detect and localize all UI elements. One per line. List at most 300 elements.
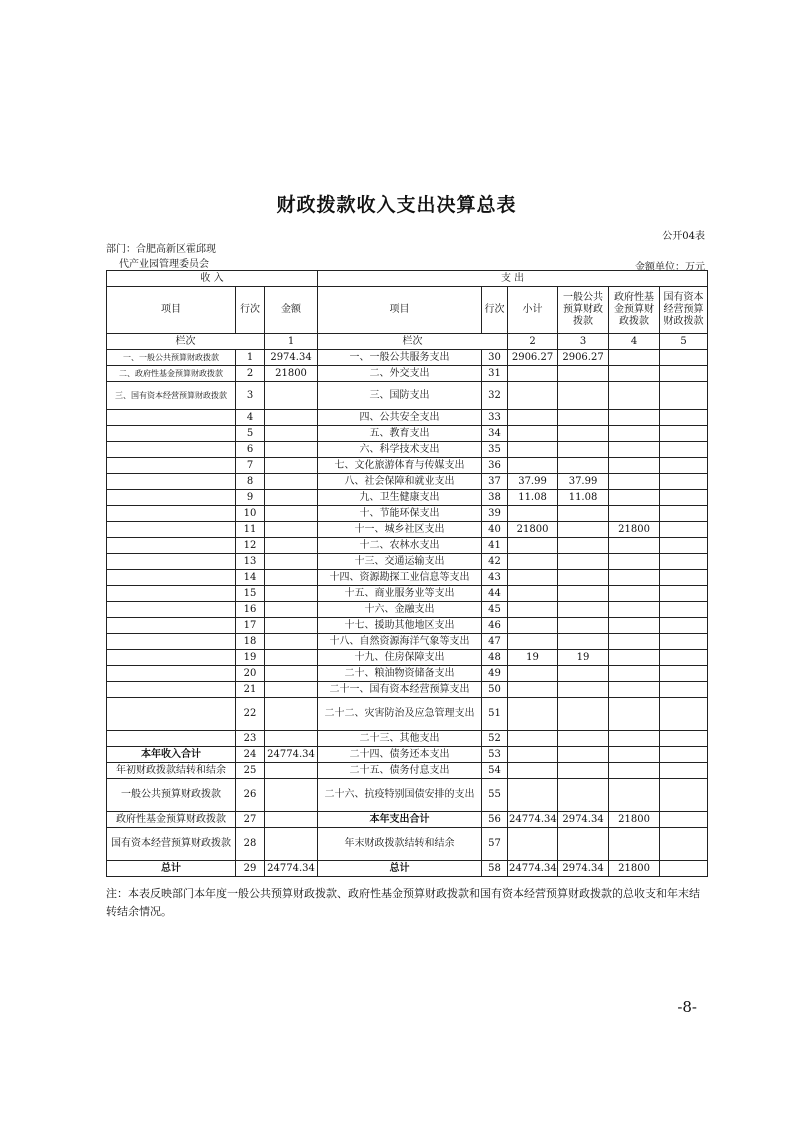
income-amount <box>265 426 318 442</box>
income-amount <box>265 458 318 474</box>
subtotal-value <box>508 698 558 731</box>
income-amount <box>265 410 318 426</box>
right-item: 十、节能环保支出 <box>318 506 482 522</box>
income-amount <box>265 634 318 650</box>
table-row <box>107 698 708 731</box>
left-line-no: 23 <box>236 731 265 747</box>
general-budget-value <box>558 682 609 698</box>
left-item <box>107 570 236 586</box>
state-capital-value <box>660 490 708 506</box>
right-line-no: 35 <box>482 442 508 458</box>
state-capital-value <box>660 861 708 877</box>
table-row <box>107 666 708 682</box>
subtotal-value <box>508 554 558 570</box>
general-budget-value <box>558 442 609 458</box>
subtotal-value: 11.08 <box>508 490 558 506</box>
left-item <box>107 522 236 538</box>
right-line-no: 36 <box>482 458 508 474</box>
fund-budget-value <box>609 366 660 382</box>
state-capital-value <box>660 382 708 410</box>
left-item <box>107 602 236 618</box>
left-item <box>107 731 236 747</box>
table-row <box>107 682 708 698</box>
general-budget-value <box>558 731 609 747</box>
fund-budget-value <box>609 506 660 522</box>
income-section-header: 收 入 <box>107 271 318 287</box>
right-line-no: 38 <box>482 490 508 506</box>
left-line-no: 20 <box>236 666 265 682</box>
left-line-no: 8 <box>236 474 265 490</box>
table-row <box>107 522 708 538</box>
department-label <box>106 242 216 272</box>
general-budget-value <box>558 698 609 731</box>
income-amount: 21800 <box>265 366 318 382</box>
subtotal-value <box>508 682 558 698</box>
subtotal-value <box>508 828 558 861</box>
table-row <box>107 812 708 828</box>
subtotal-value <box>508 779 558 812</box>
col-header-fund-budget: 政府性基金预算财政拨款 <box>609 287 660 334</box>
left-item <box>107 458 236 474</box>
state-capital-value <box>660 650 708 666</box>
col-header-line-no-2: 行次 <box>482 287 508 334</box>
right-line-no: 52 <box>482 731 508 747</box>
subtotal-value: 21800 <box>508 522 558 538</box>
subtotal-value <box>508 506 558 522</box>
general-budget-value <box>558 602 609 618</box>
department-line-1: 部门：合肥高新区霍邱现 <box>106 244 216 255</box>
left-item <box>107 666 236 682</box>
table-row <box>107 731 708 747</box>
table-row <box>107 650 708 666</box>
subtotal-value <box>508 458 558 474</box>
fund-budget-value <box>609 618 660 634</box>
general-budget-value: 2974.34 <box>558 861 609 877</box>
left-item <box>107 698 236 731</box>
column-index-4: 4 <box>609 334 660 350</box>
state-capital-value <box>660 682 708 698</box>
left-line-no: 22 <box>236 698 265 731</box>
state-capital-value <box>660 666 708 682</box>
income-amount <box>265 828 318 861</box>
general-budget-value <box>558 522 609 538</box>
left-line-no: 29 <box>236 861 265 877</box>
state-capital-value <box>660 586 708 602</box>
right-line-no: 39 <box>482 506 508 522</box>
table-row <box>107 618 708 634</box>
right-line-no: 47 <box>482 634 508 650</box>
table-row <box>107 506 708 522</box>
general-budget-value: 19 <box>558 650 609 666</box>
subtotal-value <box>508 747 558 763</box>
subtotal-value: 24774.34 <box>508 812 558 828</box>
subtotal-value <box>508 366 558 382</box>
general-budget-value <box>558 366 609 382</box>
income-amount <box>265 731 318 747</box>
column-index-label-2: 栏次 <box>318 334 508 350</box>
right-item: 二十六、抗疫特别国债安排的支出 <box>318 779 482 812</box>
table-row <box>107 410 708 426</box>
left-item: 一般公共预算财政拨款 <box>107 779 236 812</box>
fund-budget-value <box>609 570 660 586</box>
right-item: 十三、交通运输支出 <box>318 554 482 570</box>
left-line-no: 13 <box>236 554 265 570</box>
right-item: 二十、粮油物资储备支出 <box>318 666 482 682</box>
income-amount <box>265 586 318 602</box>
right-item: 三、国防支出 <box>318 382 482 410</box>
left-line-no: 27 <box>236 812 265 828</box>
general-budget-value <box>558 506 609 522</box>
right-line-no: 42 <box>482 554 508 570</box>
table-row <box>107 490 708 506</box>
fund-budget-value <box>609 666 660 682</box>
right-item: 四、公共安全支出 <box>318 410 482 426</box>
right-line-no: 54 <box>482 763 508 779</box>
left-line-no: 18 <box>236 634 265 650</box>
right-line-no: 48 <box>482 650 508 666</box>
right-item: 二十三、其他支出 <box>318 731 482 747</box>
state-capital-value <box>660 634 708 650</box>
left-line-no: 14 <box>236 570 265 586</box>
general-budget-value: 2974.34 <box>558 812 609 828</box>
fund-budget-value <box>609 828 660 861</box>
right-line-no: 49 <box>482 666 508 682</box>
fund-budget-value <box>609 602 660 618</box>
right-line-no: 43 <box>482 570 508 586</box>
state-capital-value <box>660 763 708 779</box>
left-line-no: 16 <box>236 602 265 618</box>
right-item: 十二、农林水支出 <box>318 538 482 554</box>
footnote: 注：本表反映部门本年度一般公共预算财政拨款、政府性基金预算财政拨款和国有资本经营预算财政拨款的总收支和年末结转结余情况。 <box>106 887 700 918</box>
left-line-no: 28 <box>236 828 265 861</box>
left-line-no: 21 <box>236 682 265 698</box>
fund-budget-value <box>609 426 660 442</box>
left-item <box>107 618 236 634</box>
col-header-general-budget: 一般公共预算财政拨款 <box>558 287 609 334</box>
general-budget-value <box>558 410 609 426</box>
form-number: 公开04表 <box>662 231 705 242</box>
table-row <box>107 570 708 586</box>
subtotal-value <box>508 382 558 410</box>
state-capital-value <box>660 506 708 522</box>
right-line-no: 32 <box>482 382 508 410</box>
income-amount <box>265 650 318 666</box>
right-item: 一、一般公共服务支出 <box>318 350 482 366</box>
state-capital-value <box>660 602 708 618</box>
right-item: 年末财政拨款结转和结余 <box>318 828 482 861</box>
fund-budget-value: 21800 <box>609 861 660 877</box>
income-amount <box>265 506 318 522</box>
left-line-no: 6 <box>236 442 265 458</box>
right-line-no: 55 <box>482 779 508 812</box>
right-line-no: 46 <box>482 618 508 634</box>
column-index-3: 3 <box>558 334 609 350</box>
fund-budget-value <box>609 458 660 474</box>
right-item: 七、文化旅游体育与传媒支出 <box>318 458 482 474</box>
right-item: 二、外交支出 <box>318 366 482 382</box>
subtotal-value <box>508 763 558 779</box>
left-item <box>107 490 236 506</box>
left-item <box>107 442 236 458</box>
fund-budget-value <box>609 442 660 458</box>
left-item <box>107 682 236 698</box>
left-item <box>107 586 236 602</box>
left-item: 三、国有资本经营预算财政拨款 <box>107 382 236 410</box>
expense-section-header: 支 出 <box>318 271 708 287</box>
right-line-no: 30 <box>482 350 508 366</box>
fund-budget-value <box>609 763 660 779</box>
income-amount <box>265 490 318 506</box>
general-budget-value <box>558 382 609 410</box>
state-capital-value <box>660 522 708 538</box>
general-budget-value <box>558 666 609 682</box>
income-amount <box>265 538 318 554</box>
income-amount: 24774.34 <box>265 861 318 877</box>
fund-budget-value <box>609 779 660 812</box>
state-capital-value <box>660 474 708 490</box>
left-line-no: 7 <box>236 458 265 474</box>
subtotal-value <box>508 570 558 586</box>
left-item: 总计 <box>107 861 236 877</box>
right-item: 十五、商业服务业等支出 <box>318 586 482 602</box>
right-item: 十八、自然资源海洋气象等支出 <box>318 634 482 650</box>
income-amount <box>265 474 318 490</box>
income-amount: 24774.34 <box>265 747 318 763</box>
table-row <box>107 474 708 490</box>
income-amount <box>265 812 318 828</box>
income-amount <box>265 382 318 410</box>
fund-budget-value <box>609 554 660 570</box>
right-item: 二十二、灾害防治及应急管理支出 <box>318 698 482 731</box>
currency-unit: 金额单位：万元 <box>635 262 705 273</box>
income-amount <box>265 522 318 538</box>
table-row <box>107 538 708 554</box>
state-capital-value <box>660 570 708 586</box>
table-row <box>107 458 708 474</box>
income-amount <box>265 618 318 634</box>
left-item: 一、一般公共预算财政拨款 <box>107 350 236 366</box>
state-capital-value <box>660 554 708 570</box>
fund-budget-value <box>609 731 660 747</box>
state-capital-value <box>660 747 708 763</box>
right-line-no: 31 <box>482 366 508 382</box>
right-item: 八、社会保障和就业支出 <box>318 474 482 490</box>
general-budget-value: 37.99 <box>558 474 609 490</box>
col-header-amount: 金额 <box>265 287 318 334</box>
right-line-no: 45 <box>482 602 508 618</box>
left-item <box>107 474 236 490</box>
right-line-no: 33 <box>482 410 508 426</box>
left-line-no: 17 <box>236 618 265 634</box>
state-capital-value <box>660 350 708 366</box>
right-item: 二十五、债务付息支出 <box>318 763 482 779</box>
subtotal-value: 24774.34 <box>508 861 558 877</box>
table-row <box>107 747 708 763</box>
general-budget-value <box>558 779 609 812</box>
state-capital-value <box>660 828 708 861</box>
state-capital-value <box>660 538 708 554</box>
table-row <box>107 554 708 570</box>
state-capital-value <box>660 458 708 474</box>
general-budget-value <box>558 570 609 586</box>
left-line-no: 1 <box>236 350 265 366</box>
col-header-subtotal: 小计 <box>508 287 558 334</box>
budget-table <box>106 270 708 877</box>
general-budget-value <box>558 634 609 650</box>
table-row <box>107 442 708 458</box>
state-capital-value <box>660 410 708 426</box>
left-line-no: 11 <box>236 522 265 538</box>
column-index-2: 2 <box>508 334 558 350</box>
general-budget-value <box>558 538 609 554</box>
right-item: 十一、城乡社区支出 <box>318 522 482 538</box>
left-line-no: 25 <box>236 763 265 779</box>
fund-budget-value <box>609 410 660 426</box>
general-budget-value <box>558 618 609 634</box>
income-amount <box>265 442 318 458</box>
right-line-no: 51 <box>482 698 508 731</box>
subtotal-value <box>508 731 558 747</box>
left-item: 二、政府性基金预算财政拨款 <box>107 366 236 382</box>
left-item <box>107 538 236 554</box>
left-item: 年初财政拨款结转和结余 <box>107 763 236 779</box>
right-line-no: 53 <box>482 747 508 763</box>
left-line-no: 5 <box>236 426 265 442</box>
table-row <box>107 586 708 602</box>
income-amount <box>265 554 318 570</box>
state-capital-value <box>660 366 708 382</box>
right-item: 十九、住房保障支出 <box>318 650 482 666</box>
income-amount <box>265 602 318 618</box>
left-item: 本年收入合计 <box>107 747 236 763</box>
left-item: 政府性基金预算财政拨款 <box>107 812 236 828</box>
income-amount <box>265 570 318 586</box>
general-budget-value <box>558 426 609 442</box>
col-header-state-capital: 国有资本经营预算财政拨款 <box>660 287 708 334</box>
income-amount <box>265 666 318 682</box>
state-capital-value <box>660 731 708 747</box>
left-line-no: 26 <box>236 779 265 812</box>
right-line-no: 58 <box>482 861 508 877</box>
right-item: 六、科学技术支出 <box>318 442 482 458</box>
general-budget-value <box>558 554 609 570</box>
table-row <box>107 861 708 877</box>
general-budget-value: 2906.27 <box>558 350 609 366</box>
table-row <box>107 366 708 382</box>
subtotal-value <box>508 666 558 682</box>
fund-budget-value <box>609 698 660 731</box>
state-capital-value <box>660 618 708 634</box>
general-budget-value <box>558 763 609 779</box>
page-number: -8- <box>677 998 697 1016</box>
left-item <box>107 426 236 442</box>
right-item: 十四、资源勘探工业信息等支出 <box>318 570 482 586</box>
fund-budget-value <box>609 382 660 410</box>
right-item: 二十一、国有资本经营预算支出 <box>318 682 482 698</box>
left-line-no: 12 <box>236 538 265 554</box>
table-row <box>107 382 708 410</box>
subtotal-value <box>508 618 558 634</box>
table-row <box>107 426 708 442</box>
general-budget-value: 11.08 <box>558 490 609 506</box>
table-row <box>107 350 708 366</box>
left-item <box>107 410 236 426</box>
state-capital-value <box>660 426 708 442</box>
right-item: 本年支出合计 <box>318 812 482 828</box>
right-line-no: 34 <box>482 426 508 442</box>
income-amount <box>265 779 318 812</box>
subtotal-value <box>508 586 558 602</box>
left-line-no: 2 <box>236 366 265 382</box>
income-amount <box>265 698 318 731</box>
right-line-no: 41 <box>482 538 508 554</box>
fund-budget-value <box>609 650 660 666</box>
left-line-no: 3 <box>236 382 265 410</box>
subtotal-value <box>508 538 558 554</box>
left-item <box>107 650 236 666</box>
left-line-no: 9 <box>236 490 265 506</box>
col-header-item: 项目 <box>107 287 236 334</box>
subtotal-value <box>508 602 558 618</box>
column-index-1: 1 <box>265 334 318 350</box>
subtotal-value: 19 <box>508 650 558 666</box>
fund-budget-value <box>609 634 660 650</box>
subtotal-value: 37.99 <box>508 474 558 490</box>
state-capital-value <box>660 779 708 812</box>
right-item: 二十四、债务还本支出 <box>318 747 482 763</box>
left-line-no: 24 <box>236 747 265 763</box>
fund-budget-value <box>609 474 660 490</box>
general-budget-value <box>558 586 609 602</box>
right-item: 十六、金融支出 <box>318 602 482 618</box>
left-line-no: 15 <box>236 586 265 602</box>
fund-budget-value <box>609 538 660 554</box>
col-header-item-2: 项目 <box>318 287 482 334</box>
right-line-no: 50 <box>482 682 508 698</box>
general-budget-value <box>558 747 609 763</box>
fund-budget-value <box>609 490 660 506</box>
col-header-line-no: 行次 <box>236 287 265 334</box>
right-item: 五、教育支出 <box>318 426 482 442</box>
column-index-label: 栏次 <box>107 334 265 350</box>
subtotal-value: 2906.27 <box>508 350 558 366</box>
left-item <box>107 634 236 650</box>
left-line-no: 19 <box>236 650 265 666</box>
left-item <box>107 506 236 522</box>
table-row <box>107 763 708 779</box>
fund-budget-value <box>609 747 660 763</box>
subtotal-value <box>508 410 558 426</box>
table-row <box>107 634 708 650</box>
right-item: 总计 <box>318 861 482 877</box>
left-line-no: 4 <box>236 410 265 426</box>
fund-budget-value: 21800 <box>609 812 660 828</box>
fund-budget-value <box>609 682 660 698</box>
column-index-5: 5 <box>660 334 708 350</box>
right-line-no: 56 <box>482 812 508 828</box>
table-row <box>107 828 708 861</box>
subtotal-value <box>508 442 558 458</box>
general-budget-value <box>558 458 609 474</box>
right-line-no: 57 <box>482 828 508 861</box>
fund-budget-value: 21800 <box>609 522 660 538</box>
income-amount <box>265 682 318 698</box>
income-amount <box>265 763 318 779</box>
fund-budget-value <box>609 350 660 366</box>
right-line-no: 37 <box>482 474 508 490</box>
left-item: 国有资本经营预算财政拨款 <box>107 828 236 861</box>
state-capital-value <box>660 698 708 731</box>
